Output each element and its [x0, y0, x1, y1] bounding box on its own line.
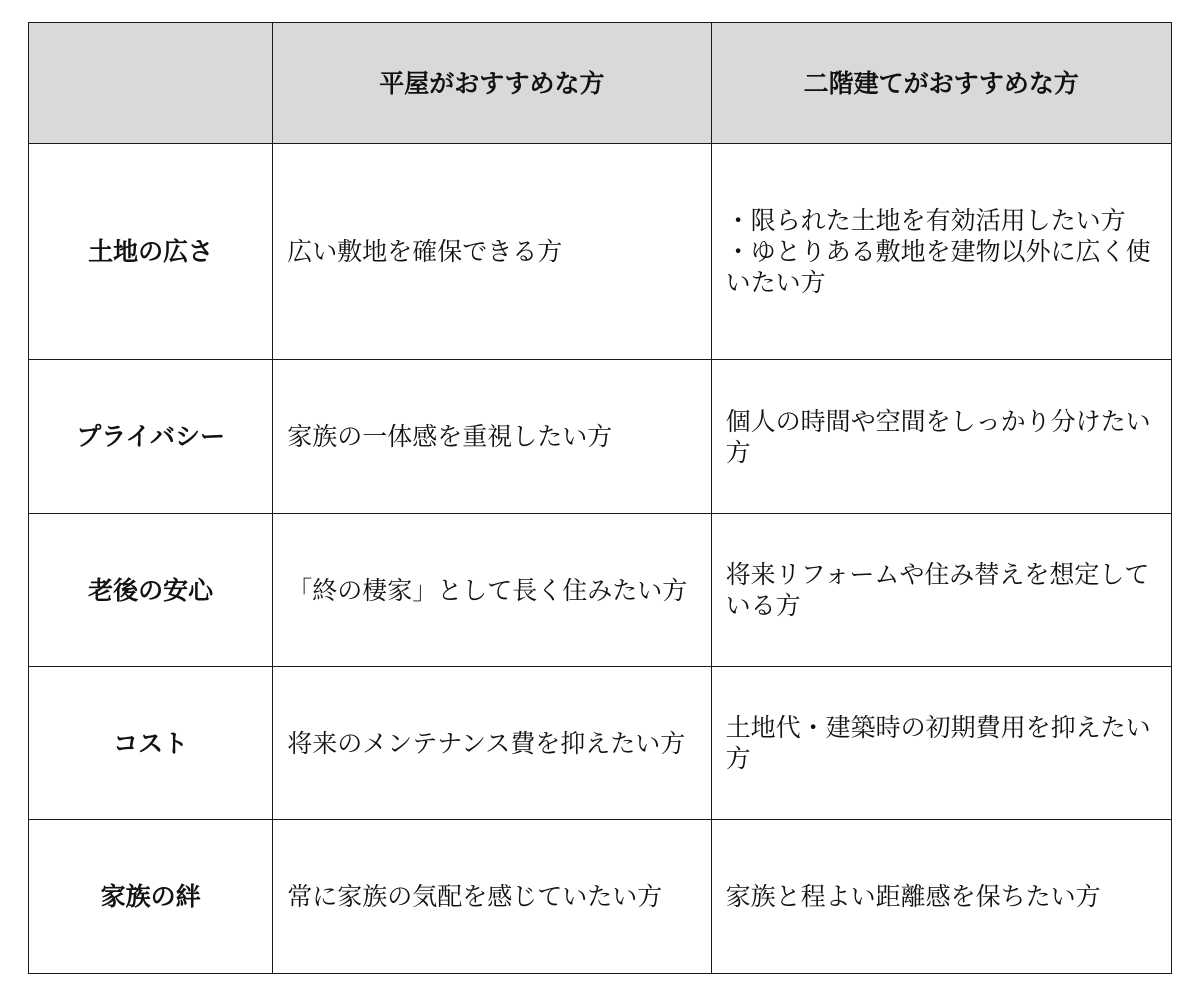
header-cell-empty	[29, 23, 273, 144]
table-row	[29, 144, 1172, 360]
niikai-cell	[711, 144, 1171, 360]
niikai-cell	[711, 360, 1171, 514]
hiraya-cell	[273, 667, 711, 820]
row-label: プライバシー	[29, 360, 273, 514]
hiraya-text: 将来のメンテナンス費を抑えたい方	[287, 728, 686, 758]
row-label: 老後の安心	[29, 514, 273, 667]
niikai-cell	[711, 514, 1171, 667]
table-row	[29, 514, 1172, 667]
header-cell-niikai: 二階建てがおすすめな方	[711, 23, 1171, 144]
hiraya-cell	[273, 360, 711, 514]
hiraya-text: 常に家族の気配を感じていたい方	[287, 882, 663, 911]
niikai-text: 土地代・建築時の初期費用を抑えたい方	[725, 713, 1151, 773]
hiraya-cell	[273, 514, 711, 667]
table-row	[29, 820, 1172, 974]
hiraya-cell	[273, 820, 711, 974]
header-cell-hiraya: 平屋がおすすめな方	[273, 23, 711, 144]
hiraya-text: 家族の一体感を重視したい方	[287, 422, 613, 451]
niikai-text: 個人の時間や空間をしっかり分けたい方	[725, 406, 1151, 467]
table-row	[29, 360, 1172, 514]
comparison-table	[28, 22, 1172, 974]
hiraya-text: 広い敷地を確保できる方	[287, 237, 563, 266]
row-label: 土地の広さ	[29, 144, 273, 360]
row-label: 家族の絆	[29, 820, 273, 974]
niikai-text: 将来リフォームや住み替えを想定している方	[725, 560, 1150, 620]
niikai-text: 家族と程よい距離感を保ちたい方	[725, 882, 1101, 911]
niikai-text: ・限られた土地を有効活用したい方 ・ゆとりある敷地を建物以外に広く使いたい方	[725, 206, 1151, 297]
table-row	[29, 667, 1172, 820]
table-body	[29, 144, 1172, 974]
hiraya-cell	[273, 144, 711, 360]
row-label: コスト	[29, 667, 273, 820]
header-row	[29, 23, 1172, 144]
niikai-cell	[711, 820, 1171, 974]
table-header	[29, 23, 1172, 144]
niikai-cell	[711, 667, 1171, 820]
hiraya-text: 「終の棲家」として長く住みたい方	[287, 575, 688, 605]
